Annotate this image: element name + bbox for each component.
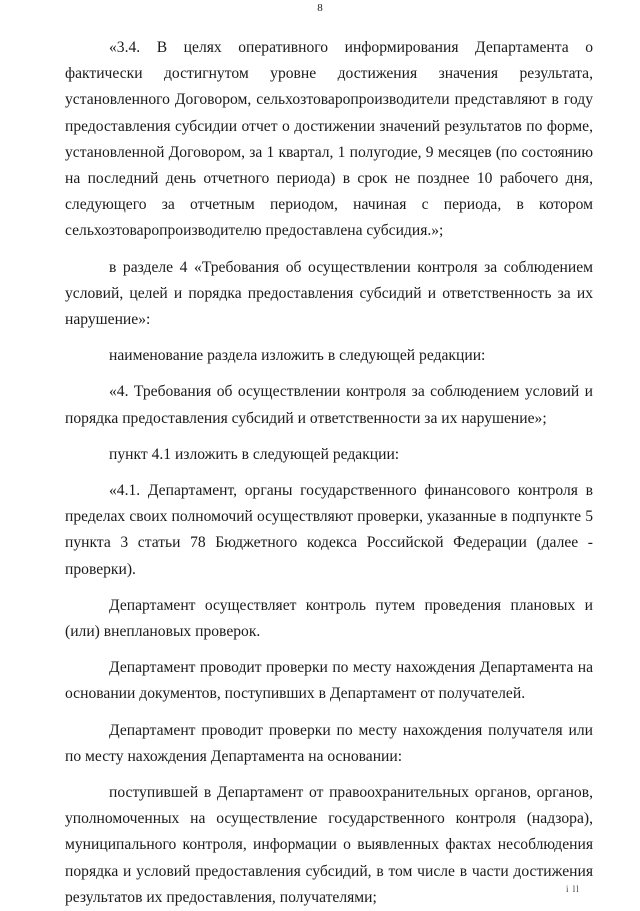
footer-mark: i ll [566,884,580,894]
paragraph-section-name-instruction: наименование раздела изложить в следующей редакции: [109,347,486,365]
paragraph-item-4-1-instruction: пункт 4.1 изложить в следующей редакции: [109,445,400,463]
paragraph-3-4: «3.4. В целях оперативного информирования Департамента о фактически достигнутом уровне достижения значения результата, установленного Договором, сельхозтоваропроизводители представляют в году предоставления субсидии отчет о достижении значений результатов по форме, установленной Договором, за 1 квартал, 1 полугодие, 9 месяцев (по состоянию на последний день отчетного периода) в срок не позднее 10 рабочего дня, следующего за отчетным периодом, начиная с периода, в котором сельхозтоваропроизводителю предоставлена субсидия.»; [65,39,593,240]
paragraph-item-4-1: «4.1. Департамент, органы государственного финансового контроля в пределах своих полномочий осуществляют проверки, указанные в подпункте 5 пункта 3 статьи 78 Бюджетного кодекса Российской Федерации (далее - проверки). [65,482,593,578]
document-body [65,35,593,911]
paragraph-control-methods: Департамент осуществляет контроль путем проведения плановых и (или) внеплановых проверок. [65,596,593,641]
paragraph-section-4-title: «4. Требования об осуществлении контроля за соблюдением условий и порядка предоставления субсидий и ответственности за их нарушение»; [65,383,593,427]
paragraph-onsite-checks: Департамент проводит проверки по месту нахождения получателя или по месту нахождения Департамента на основании: [65,721,593,765]
paragraph-grounds-for-checks: поступившей в Департамент от правоохранительных органов, органов, уполномоченных на осуществление государственного контроля (надзора), муниципального контроля, информации о выявленных фактах несоблюдения порядка и условий предоставления субсидий, в том числе в части достижения результатов их предоставления, получателями; [65,784,593,906]
paragraph-section-4-intro: в разделе 4 «Требования об осуществлении контроля за соблюдением условий, целей и порядка предоставления субсидий и ответственность за их нарушение»: [65,258,593,329]
page-number: 8 [317,2,323,14]
paragraph-documentary-checks: Департамент проводит проверки по месту нахождения Департамента на основании документов, поступивших в Департамент от получателей. [65,659,593,703]
